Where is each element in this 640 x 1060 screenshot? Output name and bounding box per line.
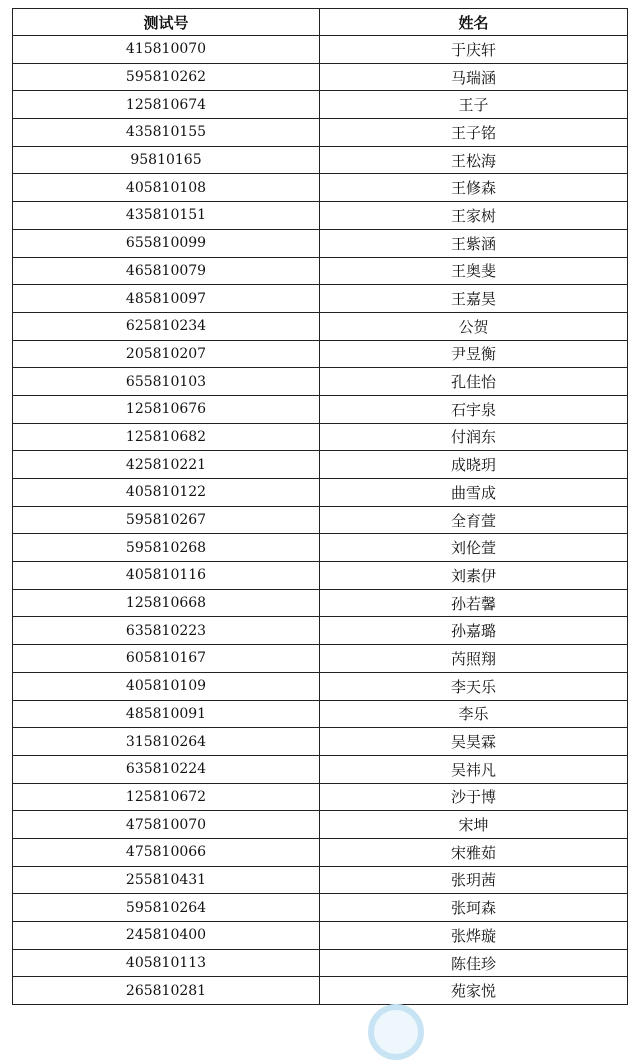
test-number-cell: 95810165 xyxy=(13,146,320,174)
table-row xyxy=(13,783,628,811)
name-cell: 王紫涵 xyxy=(320,229,628,257)
name-cell: 陈佳珍 xyxy=(320,949,628,977)
name-cell: 王修森 xyxy=(320,174,628,202)
table-body xyxy=(13,36,628,1005)
test-number-cell: 205810207 xyxy=(13,340,320,368)
name-cell: 王子 xyxy=(320,91,628,119)
name-cell: 张玥茜 xyxy=(320,866,628,894)
test-number-cell: 125810668 xyxy=(13,589,320,617)
test-number-cell: 405810116 xyxy=(13,562,320,590)
name-cell: 王嘉昊 xyxy=(320,285,628,313)
table-row xyxy=(13,700,628,728)
test-number-cell: 485810097 xyxy=(13,285,320,313)
name-cell: 公贺 xyxy=(320,312,628,340)
table-row xyxy=(13,645,628,673)
test-number-cell: 315810264 xyxy=(13,728,320,756)
table-row xyxy=(13,340,628,368)
name-cell: 李乐 xyxy=(320,700,628,728)
test-number-cell: 595810264 xyxy=(13,894,320,922)
table-header-row xyxy=(13,9,628,36)
name-cell: 刘伦萱 xyxy=(320,534,628,562)
name-cell: 吴昊霖 xyxy=(320,728,628,756)
table-row xyxy=(13,617,628,645)
test-number-cell: 405810113 xyxy=(13,949,320,977)
test-number-cell: 425810221 xyxy=(13,451,320,479)
table-row xyxy=(13,866,628,894)
roster-table xyxy=(12,8,628,1005)
test-number-cell: 405810109 xyxy=(13,672,320,700)
table-row xyxy=(13,229,628,257)
name-cell: 张烨璇 xyxy=(320,922,628,950)
header-test-number: 测试号 xyxy=(13,9,320,36)
test-number-cell: 635810224 xyxy=(13,755,320,783)
table-row xyxy=(13,589,628,617)
test-number-cell: 475810070 xyxy=(13,811,320,839)
name-cell: 孙嘉璐 xyxy=(320,617,628,645)
test-number-cell: 485810091 xyxy=(13,700,320,728)
table-row xyxy=(13,63,628,91)
test-number-cell: 475810066 xyxy=(13,838,320,866)
table-row xyxy=(13,755,628,783)
test-number-cell: 635810223 xyxy=(13,617,320,645)
table-row xyxy=(13,257,628,285)
name-cell: 于庆轩 xyxy=(320,36,628,64)
test-number-cell: 125810674 xyxy=(13,91,320,119)
test-number-cell: 125810672 xyxy=(13,783,320,811)
table-row xyxy=(13,368,628,396)
test-number-cell: 465810079 xyxy=(13,257,320,285)
test-number-cell: 435810155 xyxy=(13,119,320,147)
table-row xyxy=(13,672,628,700)
table-row xyxy=(13,285,628,313)
test-number-cell: 405810122 xyxy=(13,479,320,507)
name-cell: 尹昱衡 xyxy=(320,340,628,368)
table-row xyxy=(13,534,628,562)
name-cell: 付润东 xyxy=(320,423,628,451)
table-row xyxy=(13,894,628,922)
watermark-logo xyxy=(368,1004,424,1060)
table-row xyxy=(13,479,628,507)
header-name: 姓名 xyxy=(320,9,628,36)
name-cell: 成晓玥 xyxy=(320,451,628,479)
name-cell: 孙若馨 xyxy=(320,589,628,617)
test-number-cell: 265810281 xyxy=(13,977,320,1005)
roster-table-container xyxy=(12,8,627,1005)
test-number-cell: 415810070 xyxy=(13,36,320,64)
name-cell: 孔佳怡 xyxy=(320,368,628,396)
name-cell: 吴祎凡 xyxy=(320,755,628,783)
name-cell: 全育萱 xyxy=(320,506,628,534)
name-cell: 王子铭 xyxy=(320,119,628,147)
name-cell: 马瑞涵 xyxy=(320,63,628,91)
name-cell: 王松海 xyxy=(320,146,628,174)
name-cell: 王奥斐 xyxy=(320,257,628,285)
table-row xyxy=(13,838,628,866)
name-cell: 沙于博 xyxy=(320,783,628,811)
table-row xyxy=(13,728,628,756)
table-row xyxy=(13,91,628,119)
name-cell: 王家树 xyxy=(320,202,628,230)
table-row xyxy=(13,423,628,451)
table-row xyxy=(13,146,628,174)
table-row xyxy=(13,395,628,423)
table-row xyxy=(13,811,628,839)
table-row xyxy=(13,312,628,340)
name-cell: 宋雅茹 xyxy=(320,838,628,866)
table-row xyxy=(13,977,628,1005)
table-row xyxy=(13,202,628,230)
test-number-cell: 625810234 xyxy=(13,312,320,340)
test-number-cell: 435810151 xyxy=(13,202,320,230)
table-row xyxy=(13,119,628,147)
name-cell: 石宇泉 xyxy=(320,395,628,423)
table-row xyxy=(13,922,628,950)
name-cell: 苑家悦 xyxy=(320,977,628,1005)
test-number-cell: 405810108 xyxy=(13,174,320,202)
test-number-cell: 125810676 xyxy=(13,395,320,423)
test-number-cell: 605810167 xyxy=(13,645,320,673)
table-row xyxy=(13,36,628,64)
test-number-cell: 655810099 xyxy=(13,229,320,257)
test-number-cell: 125810682 xyxy=(13,423,320,451)
table-row xyxy=(13,506,628,534)
test-number-cell: 595810267 xyxy=(13,506,320,534)
table-row xyxy=(13,174,628,202)
name-cell: 曲雪成 xyxy=(320,479,628,507)
name-cell: 宋坤 xyxy=(320,811,628,839)
table-row xyxy=(13,451,628,479)
test-number-cell: 245810400 xyxy=(13,922,320,950)
test-number-cell: 255810431 xyxy=(13,866,320,894)
name-cell: 刘素伊 xyxy=(320,562,628,590)
test-number-cell: 595810268 xyxy=(13,534,320,562)
name-cell: 李天乐 xyxy=(320,672,628,700)
table-row xyxy=(13,949,628,977)
test-number-cell: 595810262 xyxy=(13,63,320,91)
name-cell: 张珂森 xyxy=(320,894,628,922)
test-number-cell: 655810103 xyxy=(13,368,320,396)
name-cell: 芮照翔 xyxy=(320,645,628,673)
table-row xyxy=(13,562,628,590)
